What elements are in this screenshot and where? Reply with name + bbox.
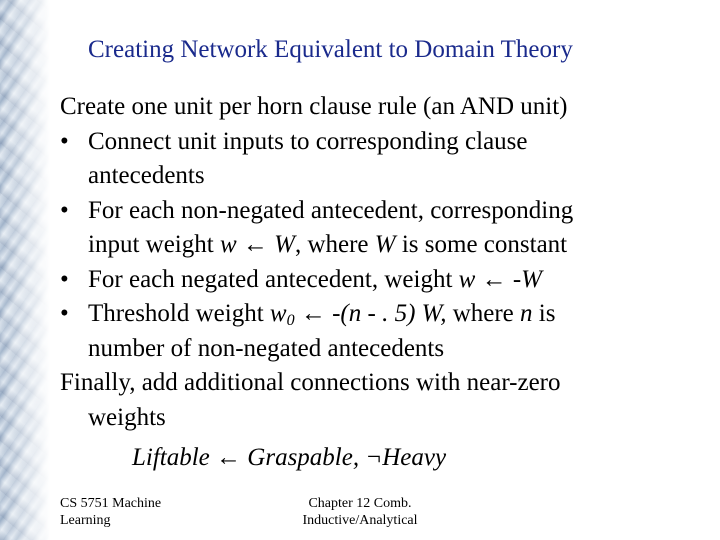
example-rule: Liftable ← Graspable, ¬Heavy <box>132 444 447 471</box>
text-span: is <box>532 300 556 327</box>
text-span: Threshold weight <box>88 300 270 327</box>
left-arrow-icon: ← <box>294 300 333 327</box>
footer-course-line1: CS 5751 Machine <box>60 496 162 511</box>
footer-course-line2: Learning <box>60 513 111 528</box>
footer-course <box>60 495 210 529</box>
left-arrow-icon: ← <box>236 231 275 258</box>
text-span: , where <box>294 231 375 258</box>
subscript-zero: 0 <box>286 312 295 329</box>
bullet-icon: • <box>60 196 69 224</box>
text-span: input weight <box>88 231 220 258</box>
footer-chapter-line1: Chapter 12 Comb. <box>308 496 412 511</box>
footer-chapter <box>290 495 430 529</box>
bullet-2-line2 <box>60 228 710 263</box>
text-span: is some constant <box>395 231 568 258</box>
weight-symbol: w <box>269 300 287 327</box>
bullet-4-line2: number of non-negated antecedents <box>88 334 445 362</box>
bullet-item-1 <box>60 125 710 160</box>
bullet-1-line2: antecedents <box>88 162 205 189</box>
negative-constant: -W <box>512 265 543 293</box>
footer-chapter-line2: Inductive/Analytical <box>302 513 418 528</box>
constant-symbol: W <box>374 231 396 258</box>
bullet-item-4 <box>60 297 710 332</box>
bullet-icon: • <box>60 265 69 293</box>
slide-title: Creating Network Equivalent to Domain Theory <box>88 36 573 63</box>
text-span: For each negated antecedent, weight <box>88 265 459 293</box>
bullet-icon: • <box>60 300 69 327</box>
finally-line2: weights <box>88 403 166 431</box>
weight-symbol: w <box>458 265 476 293</box>
text-span: where <box>446 300 521 327</box>
bullet-2-line1: For each non-negated antecedent, corresponding <box>88 196 574 224</box>
left-arrow-icon: ← <box>475 265 513 293</box>
constant-symbol: W <box>274 231 295 258</box>
bullet-icon: • <box>60 127 69 155</box>
bullet-1-line1: Connect unit inputs to corresponding clause <box>88 127 528 155</box>
marble-side-decoration <box>0 0 50 540</box>
intro-line: Create one unit per horn clause rule (an AND unit) <box>60 93 568 120</box>
finally-line1: Finally, add additional connections with near-zero <box>60 369 561 396</box>
bullet-item-2 <box>60 194 710 229</box>
weight-symbol: w <box>219 231 237 258</box>
n-symbol: n <box>520 300 533 327</box>
bullet-item-3 <box>60 263 710 298</box>
threshold-expression: -(n - . 5) W, <box>332 300 447 327</box>
slide-body <box>60 90 710 476</box>
